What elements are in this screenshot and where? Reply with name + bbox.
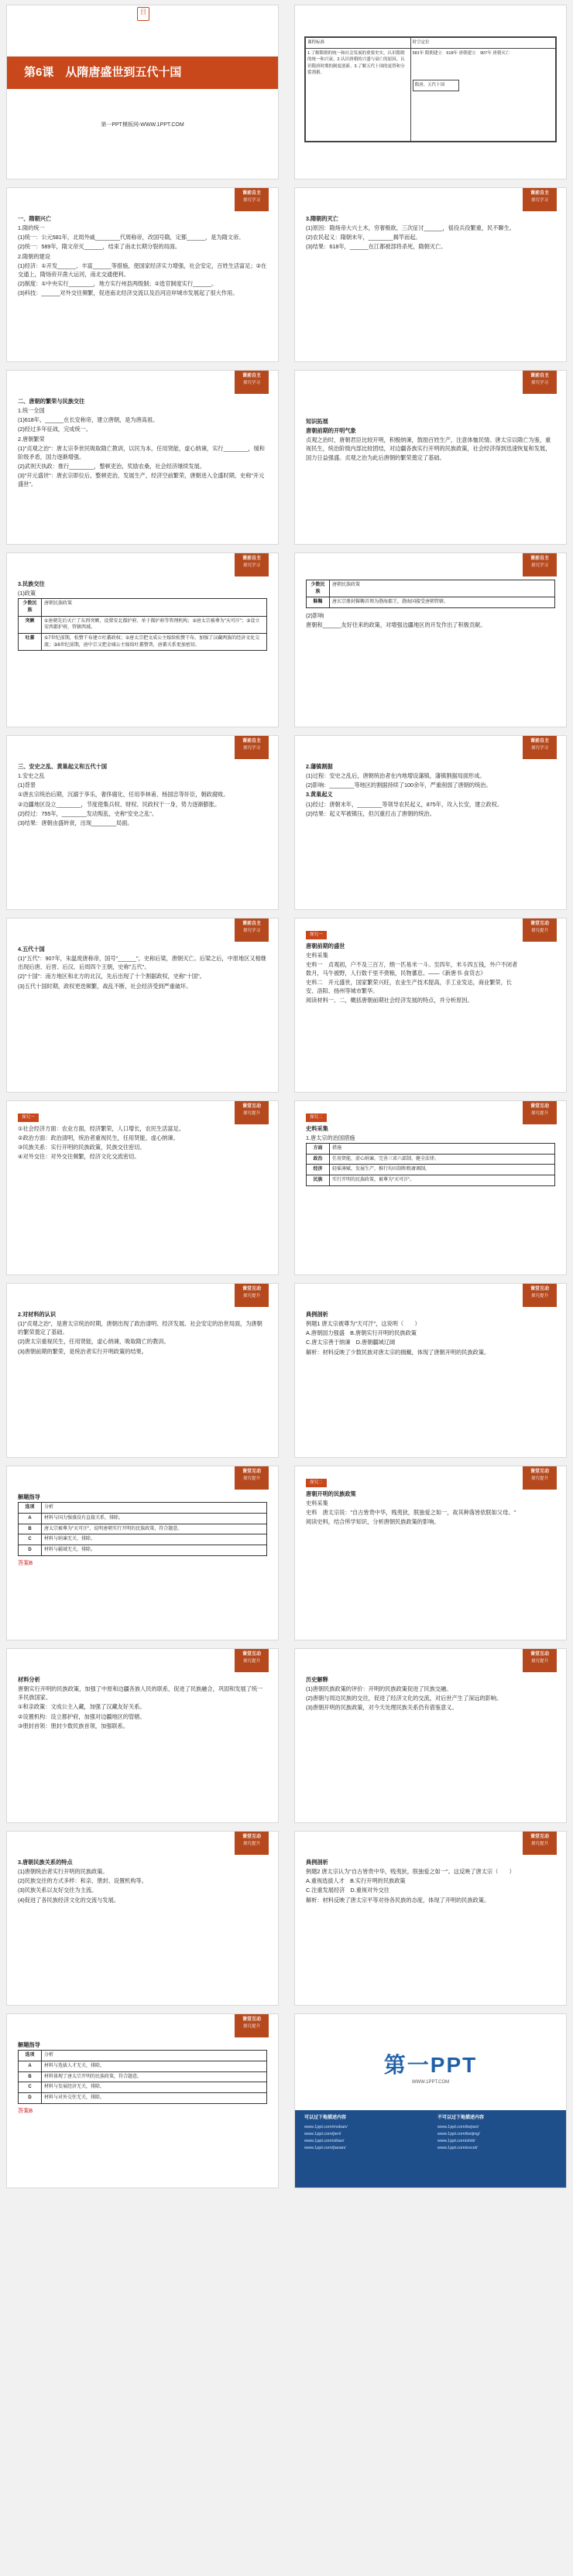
slide-outline[interactable]: [294, 5, 567, 180]
slide-ribbon: 课前自主 探究学习: [523, 553, 557, 576]
slide-title[interactable]: [6, 5, 279, 180]
slide-ribbon: 课堂互动 探究提升: [523, 1832, 557, 1855]
section-tag: 探究一: [306, 931, 327, 939]
outline-header-left: 课程标准: [306, 38, 411, 49]
slide-ribbon: 课前自主 探究学习: [523, 736, 557, 759]
slide-17[interactable]: [6, 1466, 279, 1640]
slide-ribbon: 课堂互动 探究提升: [523, 1649, 557, 1672]
footer-link[interactable]: www.1ppt.com/kejian/: [437, 2125, 479, 2130]
slide-content: 2.藩镇割据 (1)过程：安史之乱后，唐朝统治者在内地增设藩镇，藩镇割据局面形成。 (2)影响：________等地区的割据持续了100余年，严重削弱了唐朝的统治。 3.黄巢起义 (1)经过：唐朝末年，________等领导农民起义，875年，攻入长安，建立政权。 (2)结果：起义军被镇压，但沉重打击了唐朝的统治。: [306, 763, 503, 817]
footer-col-2: 不可以过下地描述内容 www.1ppt.com/kejian/ www.1ppt.com/beijing/ www.1ppt.com/shiti/ www.1ppt.com/excel/: [437, 2115, 561, 2151]
slide-content: 解题指导 选项 分析 A 材料与选拔人才无关，排除。 B 材料体现了唐太宗开明的民族政策，符合题意。 C 材料与发展经济无关，排除。 D 材料与对外交往无关，排除。 答案B: [18, 2041, 267, 2180]
slide-21[interactable]: [6, 1831, 279, 2006]
slide-ribbon: 课前自主 探究学习: [235, 371, 269, 394]
slide-ribbon: 课堂互动 探究提升: [235, 1101, 269, 1124]
slide-16[interactable]: [294, 1283, 567, 1458]
policy-table: 少数民族 唐朝民族政策 突厥 ①唐朝先后灭亡了东西突厥，设置安北都护府、单于都护府等管理机构；②唐太宗被尊为"天可汗"；③设立安西都护府，管辖西域。 吐蕃 ①7世纪前期，松赞干布建立吐蕃政权；②唐太宗把文成公主嫁给松赞干布，加强了汉藏两族的经济文化交流；③8世纪前期，唐中宗又把金城公主嫁给吐蕃赞普，唐蕃关系更加密切。: [18, 598, 267, 651]
outline-table: [304, 36, 557, 142]
slide-23[interactable]: [6, 2013, 279, 2188]
slide-7[interactable]: [6, 552, 279, 727]
footer-link[interactable]: www.1ppt.com/jieri/: [304, 2132, 341, 2137]
slide-content: 探究二 唐朝开明的民族政策 史料采集 史料 唐太宗说："自古皆贵中华，贱夷狄，朕独爱之如一，故其种落皆依朕如父母。" 阅读史料，结合所学知识，分析唐朝民族政策的影响。: [306, 1480, 516, 1525]
brand-url: WWW.1PPT.COM: [411, 2080, 450, 2085]
slide-ribbon: 课堂互动 探究提升: [523, 1101, 557, 1124]
slide-19[interactable]: [6, 1648, 279, 1823]
slide-content: 历史解释 (1)唐朝民族政策的评价：开明的民族政策促进了民族交融。 (2)唐朝与周边民族的交往，促进了经济文化的交流，对后世产生了深远的影响。 (3)唐朝开明的民族政策，对今天处理民族关系仍有借鉴意义。: [306, 1676, 503, 1712]
slide-content: 二、唐朝的繁荣与民族交往 1.统一全国 (1)618年，______在长安称帝，建立唐朝，是为唐高祖。 (2)经过多年征战，完成统一。 2.唐朝繁荣 (1)"贞观之治"：唐太宗李世民吸取隋亡教训，以民为本，任用贤能，虚心纳谏，实行________，缓和阶级矛盾，国力逐渐增强。 (2)武则天执政：推行________，整顿吏治，奖励农桑，社会经济继续发展。 (3)"开元盛世"：唐玄宗即位后，整顿吏治，发展生产，经济空前繁荣，唐朝进入全盛时期，史称"开元盛世"。: [18, 398, 265, 488]
slide-3[interactable]: [6, 187, 279, 362]
slide-5[interactable]: [6, 370, 279, 545]
slide-ribbon: 课堂互动 探究提升: [235, 1649, 269, 1672]
slide-ribbon: 课堂互动 探究提升: [235, 2014, 269, 2037]
slide-ribbon: 课堂互动 探究提升: [523, 1466, 557, 1490]
analysis-table: 选项 分析 A 材料与选拔人才无关，排除。 B 材料体现了唐太宗开明的民族政策，符合题意。 C 材料与发展经济无关，排除。 D 材料与对外交往无关，排除。: [18, 2050, 267, 2103]
footer-link[interactable]: www.1ppt.com/jiaoan/: [304, 2145, 346, 2150]
slide-grid: [6, 5, 567, 2188]
slide-content: 3.隋朝的灭亡 (1)原因：隋炀帝大兴土木，穷奢极欲，三次征讨______，徭役兵役繁重，民不聊生。 (2)农民起义：隋朝末年，________揭竿而起。 (3)结果：618年，______在江都被部将杀死，隋朝灭亡。: [306, 215, 515, 251]
slide-content: 少数民族 唐朝民族政策 靺鞨 唐玄宗册封靺鞨首领为渤海郡王，渤海国接受唐朝管辖。 (2)影响 唐朝和______友好往来的政策，对增强边疆地区的开发作出了积极贡献。: [306, 580, 555, 719]
measures-table: 方面 措施 政治 任用贤能，虚心纳谏，完善三省六部制，健全法律。 经济 轻徭薄赋，发展生产，推行均田制和租庸调制。 民族 实行开明的民族政策，被尊为"天可汗"。: [306, 1143, 555, 1186]
slide-11[interactable]: [6, 918, 279, 1093]
ornament-icon: 目: [137, 7, 149, 21]
slide-content: 3.唐朝民族关系的特点 (1)唐朝统治者实行开明的民族政策。 (2)民族交往的方式多样：和亲、册封、设置机构等。 (3)民族关系以友好交往为主流。 (4)促进了各民族经济文化的交流与发展。: [18, 1859, 147, 1904]
slide-ribbon: 课前自主 探究学习: [235, 553, 269, 576]
slide-content: 材料分析 唐朝实行开明的民族政策，加强了中原和边疆各族人民的联系，促进了民族融合，巩固和发展了统一多民族国家。 ①和亲政策：文成公主入藏，加强了汉藏友好关系。 ②设置机构：设立都护府，加强对边疆地区的管辖。 ③册封首领：册封少数民族首领，加强联系。: [18, 1676, 263, 1729]
slide-6[interactable]: [294, 370, 567, 545]
slide-ribbon: 课堂互动 探究提升: [523, 1284, 557, 1307]
footer-link[interactable]: www.1ppt.com/ziliao/: [304, 2138, 345, 2143]
brand-logo: 第一PPT: [383, 2053, 478, 2077]
section-tag: 探究一: [18, 1114, 39, 1122]
site-name: 第一PPT模板网-WWW.1PPT.COM: [101, 122, 184, 128]
slide-ribbon: 课前自主 探究学习: [235, 736, 269, 759]
slide-ribbon: 课前自主 探究学习: [235, 919, 269, 942]
slide-8[interactable]: [294, 552, 567, 727]
slide-12[interactable]: [294, 918, 567, 1093]
slide-content: 2.对材料的认识 (1)"贞观之治"，是唐太宗统治时期，唐朝出现了政治清明、经济发展、社会安定的治世局面，为唐朝的繁荣奠定了基础。 (2)唐太宗重视民生，任用贤能，虚心纳谏，吸取隋亡的教训。 (3)唐朝前期的繁荣，是统治者实行开明政策的结果。: [18, 1311, 262, 1355]
outline-box: 隋唐、五代十国: [413, 80, 459, 91]
slide-content: 一、隋朝兴亡 1.隋的统一 (1)统一：公元581年，北周外戚________代周称帝，改国号隋，定都______，是为隋文帝。 (2)统一：589年，隋文帝灭______，结束了南北长期分裂的局面。 2.隋朝的建设 (1)经济：①开发______、丰富______等措施，使国家经济实力增强，社会安定，百姓生活富足；②在交通上，隋炀帝开凿大运河，南北交通便利。 (2)制度：①中央实行________，地方实行州县两级制；②选官制度实行______。 (3)科技：______对外交往频繁，促进南北经济交流以及沿河沿岸城市发展起了很大作用。: [18, 215, 267, 297]
slide-content: 探究一 唐朝前期的盛世 史料采集 史料一 贞观初，户不及三百万，绢一匹易米一斗。至四年，米斗四五钱，外户不闭者数月，马牛被野，人行数千里不赍粮，民物蕃息。——《新唐书·食货志》 史料二 开元盛世，国家繁荣兴旺，农业生产技术提高，手工业发达，商业繁荣，长安、洛阳、扬州等城市繁华。 阅读材料一、二，概括唐朝前期社会经济发展的特点，并分析原因。: [306, 932, 518, 1004]
slide-ribbon: 课堂互动 探究提升: [235, 1466, 269, 1490]
slide-content: 4.五代十国 (1)"五代"：907年，朱温废唐称帝，国号"______"，史称后梁，唐朝灭亡。后梁之后，中原地区又相继出现后唐、后晋、后汉、后周四个王朝，史称"五代"。 (2)"十国"：南方地区和北方的北汉，先后出现了十个割据政权，史称"十国"。 (3)五代十国时期，政权更迭频繁，战乱不断，社会经济受到严重破坏。: [18, 946, 266, 990]
outline-standard: 1.了解隋朝的统一和社会发展的重要史实，认识隋朝的统一和兴衰。2.认识唐朝的兴盛与衰亡的原因，认识隋唐时期的制度创新。3.了解五代十国的更替和分裂割据。: [306, 48, 411, 141]
footer-col-1: 可以过下地描述内容 www.1ppt.com/moban/ www.1ppt.com/jieri/ www.1ppt.com/ziliao/ www.1ppt.com/jiaoan/: [304, 2115, 428, 2151]
footer-bar: [295, 2110, 566, 2188]
footer-link[interactable]: www.1ppt.com/excel/: [437, 2145, 478, 2150]
analysis-table: 选项 分析 A 材料与国力强盛没有直接关系，排除。 B 唐太宗被尊为"天可汗"，说明唐朝实行开明的民族政策，符合题意。 C 材料与纳谏无关，排除。 D 材料与疆域无关，排除。: [18, 1502, 267, 1555]
slide-content: 三、安史之乱、黄巢起义和五代十国 1.安史之乱 (1)背景 ①唐玄宗统治后期，沉溺于享乐，奢侈腐化，任用李林甫、杨国忠等奸臣，朝政腐败。 ②边疆地区设立________，节度使集兵权、财权、民政权于一身，势力逐渐膨胀。 (2)经过：755年，________发动叛乱，史称"安史之乱"。 (3)结果：唐朝由盛转衰，出现________局面。: [18, 763, 229, 826]
slide-9[interactable]: [6, 735, 279, 910]
slide-ribbon: 课前自主 探究学习: [235, 188, 269, 211]
slide-content: 解题指导 选项 分析 A 材料与国力强盛没有直接关系，排除。 B 唐太宗被尊为"天可汗"，说明唐朝实行开明的民族政策，符合题意。 C 材料与纳谏无关，排除。 D 材料与疆域无关，排除。 答案B: [18, 1493, 267, 1632]
outline-timeline: 581年 隋朝建立 618年 唐朝建立 907年 唐朝灭亡: [412, 50, 510, 56]
answer-text: 答案B: [18, 2106, 33, 2114]
outline-header-right: 时空定位: [410, 38, 555, 49]
slide-14[interactable]: [294, 1100, 567, 1275]
slide-ribbon: 课堂互动 探究提升: [235, 1284, 269, 1307]
footer-link[interactable]: www.1ppt.com/beijing/: [437, 2132, 480, 2137]
section-tag: 探究二: [306, 1114, 327, 1122]
slide-title-text: 第6课 从隋唐盛世到五代十国: [24, 66, 182, 79]
slide-13[interactable]: [6, 1100, 279, 1275]
slide-20[interactable]: [294, 1648, 567, 1823]
slide-content: 典例剖析 例题2 唐太宗认为"自古皆贵中华，贱夷狄，朕独爱之如一"。这反映了唐太宗（ ） A.重视选拔人才 B.实行开明的民族政策 C.注重发展经济 D.重视对外交往 解析：材料反映了唐太宗平等对待各民族的态度，体现了开明的民族政策。: [306, 1859, 515, 1904]
slide-content: 探究一 ①社会经济方面：农业方面，经济繁荣，人口增长，农民生活富足。 ②政治方面：政治清明，统治者重视民生，任用贤能，虚心纳谏。 ③民族关系：实行开明的民族政策，民族交往密切。 ④对外交往：对外交往频繁，经济文化交流密切。: [18, 1115, 184, 1160]
slide-content: 典例剖析 例题1 唐太宗被尊为"天可汗"，这说明（ ） A.唐朝国力强盛 B.唐朝实行开明的民族政策 C.唐太宗善于纳谏 D.唐朝疆域辽阔 解析：材料反映了少数民族对唐太宗的拥戴，体现了唐朝开明的民族政策。: [306, 1311, 490, 1356]
slide-ribbon: 课前自主 探究学习: [523, 188, 557, 211]
footer-link[interactable]: www.1ppt.com/shiti/: [437, 2138, 475, 2143]
slide-ribbon: 课前自主 探究学习: [523, 371, 557, 394]
slide-content: 知识拓展 唐朝前期的开明气象 贞观之治时，唐朝君臣比较开明，积极纳谏，鼓励百姓生产，注意体恤民情。唐太宗以隋亡为鉴，重视民生，统治阶级内部比较团结，对边疆各族实行开明的民族政策，社会经济得到迅速恢复和发展，国力日益强盛。贞观之治为此后唐朝的繁荣奠定了基础。: [306, 418, 551, 461]
answer-text: 答案B: [18, 1558, 33, 1566]
slide-10[interactable]: [294, 735, 567, 910]
footer-link[interactable]: www.1ppt.com/moban/: [304, 2125, 348, 2130]
slide-ribbon: 课堂互动 探究提升: [235, 1832, 269, 1855]
slide-18[interactable]: [294, 1466, 567, 1640]
slide-content: 3.民族交往 (1)政策 少数民族 唐朝民族政策 突厥 ①唐朝先后灭亡了东西突厥，设置安北都护府、单于都护府等管理机构；②唐太宗被尊为"天可汗"；③设立安西都护府，管辖西域。 吐蕃 ①7世纪前期，松赞干布建立吐蕃政权；②唐太宗把文成公主嫁给松赞干布，加强了汉藏两族的经济文化交流；③8世纪前期，唐中宗又把金城公主嫁给吐蕃赞普，唐蕃关系更加密切。: [18, 580, 267, 719]
slide-22[interactable]: [294, 1831, 567, 2006]
slide-ribbon: 课堂互动 探究提升: [523, 919, 557, 942]
slide-4[interactable]: [294, 187, 567, 362]
slide-end[interactable]: [294, 2013, 567, 2188]
policy-table: 少数民族 唐朝民族政策 靺鞨 唐玄宗册封靺鞨首领为渤海郡王，渤海国接受唐朝管辖。: [306, 580, 555, 608]
slide-15[interactable]: [6, 1283, 279, 1458]
slide-content: 探究二 史料采集 1.唐太宗的治国措施 方面 措施 政治 任用贤能，虚心纳谏，完善三省六部制，健全法律。 经济 轻徭薄赋，发展生产，推行均田制和租庸调制。 民族 实行开明的民族政策，被尊为"天可汗"。: [306, 1112, 555, 1267]
section-tag: 探究二: [306, 1479, 327, 1487]
